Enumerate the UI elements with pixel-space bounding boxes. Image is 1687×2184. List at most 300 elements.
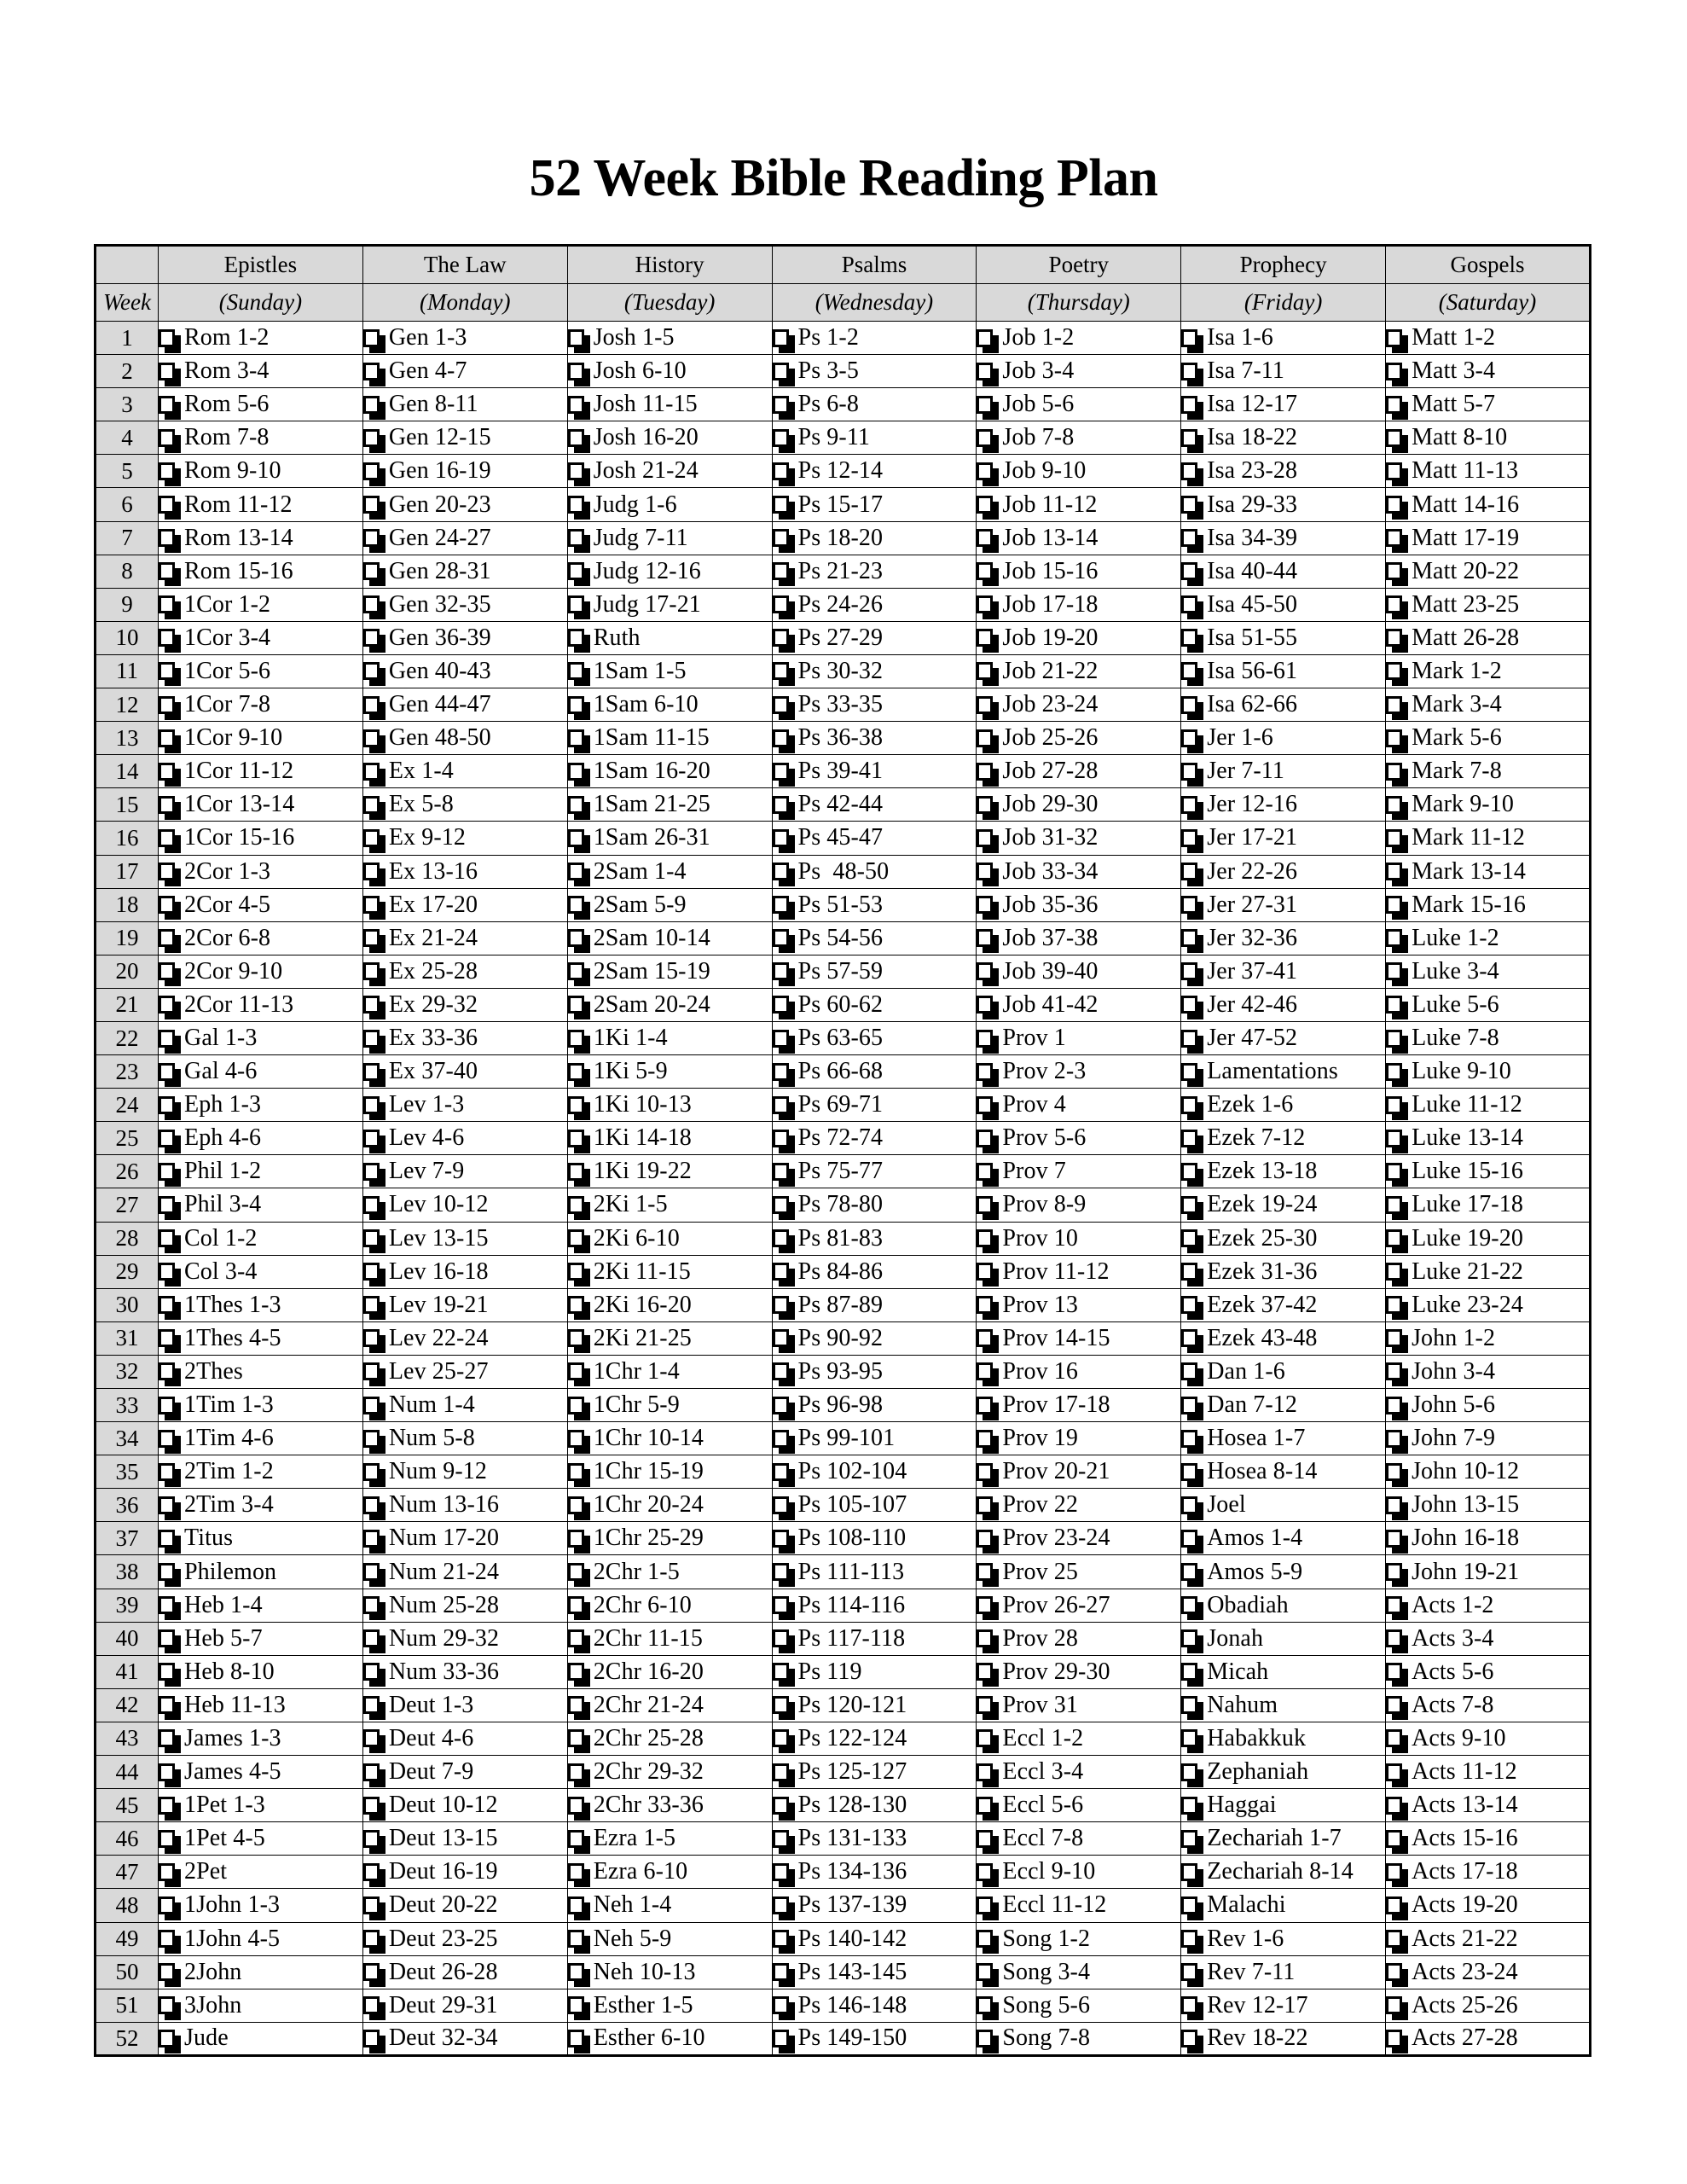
empty-checkbox-icon[interactable] xyxy=(1386,496,1402,514)
reading-cell[interactable] xyxy=(567,488,772,521)
empty-checkbox-icon[interactable] xyxy=(159,429,175,447)
empty-checkbox-icon[interactable] xyxy=(773,662,789,680)
reading-cell[interactable] xyxy=(1386,1455,1591,1489)
empty-checkbox-icon[interactable] xyxy=(159,1030,175,1048)
empty-checkbox-icon[interactable] xyxy=(1181,896,1197,914)
reading-cell[interactable] xyxy=(772,1822,977,1856)
reading-cell[interactable] xyxy=(1181,1856,1386,1889)
reading-cell[interactable] xyxy=(1181,1288,1386,1321)
reading-cell[interactable] xyxy=(772,1955,977,1989)
reading-cell[interactable] xyxy=(772,621,977,654)
reading-cell[interactable] xyxy=(159,1288,363,1321)
reading-cell[interactable] xyxy=(1386,1255,1591,1288)
empty-checkbox-icon[interactable] xyxy=(1386,1096,1402,1114)
empty-checkbox-icon[interactable] xyxy=(1181,863,1197,880)
reading-cell[interactable] xyxy=(1181,755,1386,788)
reading-cell[interactable] xyxy=(159,421,363,455)
reading-cell[interactable] xyxy=(772,1188,977,1222)
empty-checkbox-icon[interactable] xyxy=(977,462,993,480)
reading-cell[interactable] xyxy=(1181,654,1386,688)
empty-checkbox-icon[interactable] xyxy=(363,1163,380,1181)
empty-checkbox-icon[interactable] xyxy=(1181,1263,1197,1281)
reading-cell[interactable] xyxy=(977,1021,1181,1054)
reading-cell[interactable] xyxy=(1181,1922,1386,1955)
empty-checkbox-icon[interactable] xyxy=(1181,662,1197,680)
reading-cell[interactable] xyxy=(362,1355,567,1388)
empty-checkbox-icon[interactable] xyxy=(568,662,584,680)
reading-cell[interactable] xyxy=(159,921,363,955)
reading-cell[interactable] xyxy=(567,1222,772,1255)
reading-cell[interactable] xyxy=(977,1655,1181,1688)
reading-cell[interactable] xyxy=(772,1288,977,1321)
empty-checkbox-icon[interactable] xyxy=(159,1896,175,1914)
empty-checkbox-icon[interactable] xyxy=(977,1830,993,1848)
reading-cell[interactable] xyxy=(159,1422,363,1455)
empty-checkbox-icon[interactable] xyxy=(363,1797,380,1815)
reading-cell[interactable] xyxy=(1181,1222,1386,1255)
reading-cell[interactable] xyxy=(567,1355,772,1388)
reading-cell[interactable] xyxy=(362,1055,567,1089)
empty-checkbox-icon[interactable] xyxy=(977,1629,993,1647)
empty-checkbox-icon[interactable] xyxy=(1386,1629,1402,1647)
empty-checkbox-icon[interactable] xyxy=(773,1596,789,1614)
reading-cell[interactable] xyxy=(772,1655,977,1688)
empty-checkbox-icon[interactable] xyxy=(1386,363,1402,380)
empty-checkbox-icon[interactable] xyxy=(773,1763,789,1781)
reading-cell[interactable] xyxy=(772,855,977,888)
reading-cell[interactable] xyxy=(362,1722,567,1755)
reading-cell[interactable] xyxy=(362,1155,567,1188)
empty-checkbox-icon[interactable] xyxy=(363,1530,380,1548)
empty-checkbox-icon[interactable] xyxy=(568,1896,584,1914)
reading-cell[interactable] xyxy=(1181,1089,1386,1122)
empty-checkbox-icon[interactable] xyxy=(1181,595,1197,613)
empty-checkbox-icon[interactable] xyxy=(773,1563,789,1581)
empty-checkbox-icon[interactable] xyxy=(568,363,584,380)
reading-cell[interactable] xyxy=(567,1722,772,1755)
empty-checkbox-icon[interactable] xyxy=(363,1830,380,1848)
empty-checkbox-icon[interactable] xyxy=(363,829,380,847)
reading-cell[interactable] xyxy=(362,1889,567,1922)
empty-checkbox-icon[interactable] xyxy=(1181,1896,1197,1914)
reading-cell[interactable] xyxy=(362,1822,567,1856)
reading-cell[interactable] xyxy=(772,488,977,521)
reading-cell[interactable] xyxy=(1386,1021,1591,1054)
reading-cell[interactable] xyxy=(1386,388,1591,421)
empty-checkbox-icon[interactable] xyxy=(773,562,789,580)
reading-cell[interactable] xyxy=(1386,1389,1591,1422)
reading-cell[interactable] xyxy=(772,1321,977,1355)
empty-checkbox-icon[interactable] xyxy=(568,1130,584,1147)
empty-checkbox-icon[interactable] xyxy=(1181,796,1197,814)
empty-checkbox-icon[interactable] xyxy=(363,1063,380,1081)
empty-checkbox-icon[interactable] xyxy=(1386,729,1402,747)
reading-cell[interactable] xyxy=(977,654,1181,688)
reading-cell[interactable] xyxy=(977,1688,1181,1722)
reading-cell[interactable] xyxy=(772,1555,977,1589)
reading-cell[interactable] xyxy=(1181,1188,1386,1222)
reading-cell[interactable] xyxy=(1386,855,1591,888)
empty-checkbox-icon[interactable] xyxy=(1386,462,1402,480)
reading-cell[interactable] xyxy=(1386,1522,1591,1555)
empty-checkbox-icon[interactable] xyxy=(977,496,993,514)
reading-cell[interactable] xyxy=(567,855,772,888)
reading-cell[interactable] xyxy=(567,755,772,788)
empty-checkbox-icon[interactable] xyxy=(977,1096,993,1114)
empty-checkbox-icon[interactable] xyxy=(1386,2030,1402,2048)
reading-cell[interactable] xyxy=(977,1922,1181,1955)
empty-checkbox-icon[interactable] xyxy=(1181,396,1197,414)
reading-cell[interactable] xyxy=(1386,1989,1591,2022)
empty-checkbox-icon[interactable] xyxy=(363,595,380,613)
reading-cell[interactable] xyxy=(159,1589,363,1622)
empty-checkbox-icon[interactable] xyxy=(1181,1229,1197,1247)
reading-cell[interactable] xyxy=(772,1989,977,2022)
empty-checkbox-icon[interactable] xyxy=(568,1362,584,1380)
reading-cell[interactable] xyxy=(977,1555,1181,1589)
empty-checkbox-icon[interactable] xyxy=(568,595,584,613)
empty-checkbox-icon[interactable] xyxy=(773,829,789,847)
empty-checkbox-icon[interactable] xyxy=(1386,1863,1402,1881)
empty-checkbox-icon[interactable] xyxy=(773,1696,789,1714)
empty-checkbox-icon[interactable] xyxy=(1181,2030,1197,2048)
reading-cell[interactable] xyxy=(1181,1455,1386,1489)
empty-checkbox-icon[interactable] xyxy=(363,863,380,880)
empty-checkbox-icon[interactable] xyxy=(773,396,789,414)
reading-cell[interactable] xyxy=(977,455,1181,488)
reading-cell[interactable] xyxy=(977,1355,1181,1388)
empty-checkbox-icon[interactable] xyxy=(1386,1596,1402,1614)
reading-cell[interactable] xyxy=(159,322,363,355)
reading-cell[interactable] xyxy=(1386,1222,1591,1255)
empty-checkbox-icon[interactable] xyxy=(159,1397,175,1414)
empty-checkbox-icon[interactable] xyxy=(1386,863,1402,880)
reading-cell[interactable] xyxy=(772,822,977,855)
empty-checkbox-icon[interactable] xyxy=(1386,595,1402,613)
empty-checkbox-icon[interactable] xyxy=(568,829,584,847)
reading-cell[interactable] xyxy=(362,1255,567,1288)
reading-cell[interactable] xyxy=(567,988,772,1021)
empty-checkbox-icon[interactable] xyxy=(568,1163,584,1181)
empty-checkbox-icon[interactable] xyxy=(773,1729,789,1747)
empty-checkbox-icon[interactable] xyxy=(1181,496,1197,514)
reading-cell[interactable] xyxy=(362,1789,567,1822)
reading-cell[interactable] xyxy=(1181,455,1386,488)
reading-cell[interactable] xyxy=(772,1222,977,1255)
empty-checkbox-icon[interactable] xyxy=(977,996,993,1014)
empty-checkbox-icon[interactable] xyxy=(568,729,584,747)
reading-cell[interactable] xyxy=(159,1889,363,1922)
reading-cell[interactable] xyxy=(567,1688,772,1722)
reading-cell[interactable] xyxy=(159,555,363,588)
empty-checkbox-icon[interactable] xyxy=(159,1797,175,1815)
reading-cell[interactable] xyxy=(567,788,772,822)
reading-cell[interactable] xyxy=(772,1756,977,1789)
empty-checkbox-icon[interactable] xyxy=(159,662,175,680)
reading-cell[interactable] xyxy=(362,388,567,421)
empty-checkbox-icon[interactable] xyxy=(568,1763,584,1781)
empty-checkbox-icon[interactable] xyxy=(1386,1163,1402,1181)
reading-cell[interactable] xyxy=(772,2022,977,2055)
reading-cell[interactable] xyxy=(362,555,567,588)
reading-cell[interactable] xyxy=(159,1822,363,1856)
empty-checkbox-icon[interactable] xyxy=(159,1063,175,1081)
empty-checkbox-icon[interactable] xyxy=(1181,1729,1197,1747)
reading-cell[interactable] xyxy=(977,1155,1181,1188)
empty-checkbox-icon[interactable] xyxy=(363,729,380,747)
empty-checkbox-icon[interactable] xyxy=(773,363,789,380)
reading-cell[interactable] xyxy=(159,855,363,888)
empty-checkbox-icon[interactable] xyxy=(1386,1362,1402,1380)
reading-cell[interactable] xyxy=(159,654,363,688)
empty-checkbox-icon[interactable] xyxy=(159,1663,175,1681)
empty-checkbox-icon[interactable] xyxy=(1386,896,1402,914)
reading-cell[interactable] xyxy=(362,1489,567,1522)
reading-cell[interactable] xyxy=(977,1856,1181,1889)
reading-cell[interactable] xyxy=(159,755,363,788)
reading-cell[interactable] xyxy=(362,1989,567,2022)
reading-cell[interactable] xyxy=(1181,1389,1386,1422)
reading-cell[interactable] xyxy=(362,1856,567,1889)
empty-checkbox-icon[interactable] xyxy=(1181,429,1197,447)
reading-cell[interactable] xyxy=(1181,1422,1386,1455)
reading-cell[interactable] xyxy=(1386,1122,1591,1155)
reading-cell[interactable] xyxy=(159,988,363,1021)
reading-cell[interactable] xyxy=(772,1489,977,1522)
reading-cell[interactable] xyxy=(362,1622,567,1655)
empty-checkbox-icon[interactable] xyxy=(1386,629,1402,647)
empty-checkbox-icon[interactable] xyxy=(363,496,380,514)
reading-cell[interactable] xyxy=(1181,322,1386,355)
empty-checkbox-icon[interactable] xyxy=(363,1963,380,1981)
reading-cell[interactable] xyxy=(567,1455,772,1489)
reading-cell[interactable] xyxy=(567,1122,772,1155)
reading-cell[interactable] xyxy=(567,955,772,988)
reading-cell[interactable] xyxy=(1181,1355,1386,1388)
empty-checkbox-icon[interactable] xyxy=(568,1563,584,1581)
empty-checkbox-icon[interactable] xyxy=(159,729,175,747)
empty-checkbox-icon[interactable] xyxy=(568,763,584,781)
reading-cell[interactable] xyxy=(362,1455,567,1489)
reading-cell[interactable] xyxy=(1181,1955,1386,1989)
empty-checkbox-icon[interactable] xyxy=(1386,696,1402,714)
empty-checkbox-icon[interactable] xyxy=(773,1362,789,1380)
reading-cell[interactable] xyxy=(1181,388,1386,421)
reading-cell[interactable] xyxy=(159,1255,363,1288)
empty-checkbox-icon[interactable] xyxy=(363,1629,380,1647)
empty-checkbox-icon[interactable] xyxy=(773,2030,789,2048)
empty-checkbox-icon[interactable] xyxy=(977,1296,993,1314)
empty-checkbox-icon[interactable] xyxy=(159,1130,175,1147)
empty-checkbox-icon[interactable] xyxy=(363,1496,380,1514)
reading-cell[interactable] xyxy=(977,388,1181,421)
empty-checkbox-icon[interactable] xyxy=(977,696,993,714)
reading-cell[interactable] xyxy=(567,421,772,455)
empty-checkbox-icon[interactable] xyxy=(1386,996,1402,1014)
reading-cell[interactable] xyxy=(977,588,1181,621)
empty-checkbox-icon[interactable] xyxy=(977,1030,993,1048)
reading-cell[interactable] xyxy=(1181,888,1386,921)
reading-cell[interactable] xyxy=(362,2022,567,2055)
empty-checkbox-icon[interactable] xyxy=(1181,329,1197,347)
reading-cell[interactable] xyxy=(1181,788,1386,822)
reading-cell[interactable] xyxy=(1181,1155,1386,1188)
reading-cell[interactable] xyxy=(362,921,567,955)
reading-cell[interactable] xyxy=(1386,1789,1591,1822)
empty-checkbox-icon[interactable] xyxy=(159,629,175,647)
reading-cell[interactable] xyxy=(1386,488,1591,521)
reading-cell[interactable] xyxy=(567,1622,772,1655)
reading-cell[interactable] xyxy=(977,1255,1181,1288)
empty-checkbox-icon[interactable] xyxy=(159,462,175,480)
empty-checkbox-icon[interactable] xyxy=(1181,1130,1197,1147)
reading-cell[interactable] xyxy=(1386,1489,1591,1522)
empty-checkbox-icon[interactable] xyxy=(568,1096,584,1114)
empty-checkbox-icon[interactable] xyxy=(1181,1563,1197,1581)
reading-cell[interactable] xyxy=(1181,588,1386,621)
empty-checkbox-icon[interactable] xyxy=(977,829,993,847)
empty-checkbox-icon[interactable] xyxy=(977,1863,993,1881)
reading-cell[interactable] xyxy=(362,1589,567,1622)
empty-checkbox-icon[interactable] xyxy=(1386,329,1402,347)
empty-checkbox-icon[interactable] xyxy=(363,1196,380,1214)
reading-cell[interactable] xyxy=(977,1389,1181,1422)
reading-cell[interactable] xyxy=(1181,1055,1386,1089)
empty-checkbox-icon[interactable] xyxy=(1386,1496,1402,1514)
reading-cell[interactable] xyxy=(567,722,772,755)
empty-checkbox-icon[interactable] xyxy=(773,1229,789,1247)
empty-checkbox-icon[interactable] xyxy=(568,462,584,480)
empty-checkbox-icon[interactable] xyxy=(363,529,380,547)
reading-cell[interactable] xyxy=(159,1021,363,1054)
reading-cell[interactable] xyxy=(567,1188,772,1222)
reading-cell[interactable] xyxy=(567,688,772,722)
reading-cell[interactable] xyxy=(362,1756,567,1789)
reading-cell[interactable] xyxy=(1181,421,1386,455)
reading-cell[interactable] xyxy=(1386,1188,1591,1222)
empty-checkbox-icon[interactable] xyxy=(773,1130,789,1147)
reading-cell[interactable] xyxy=(1181,955,1386,988)
empty-checkbox-icon[interactable] xyxy=(568,1229,584,1247)
empty-checkbox-icon[interactable] xyxy=(1386,1797,1402,1815)
empty-checkbox-icon[interactable] xyxy=(773,529,789,547)
empty-checkbox-icon[interactable] xyxy=(159,1096,175,1114)
empty-checkbox-icon[interactable] xyxy=(568,1663,584,1681)
empty-checkbox-icon[interactable] xyxy=(1181,1930,1197,1948)
empty-checkbox-icon[interactable] xyxy=(363,1763,380,1781)
reading-cell[interactable] xyxy=(567,1155,772,1188)
empty-checkbox-icon[interactable] xyxy=(977,396,993,414)
empty-checkbox-icon[interactable] xyxy=(773,929,789,947)
empty-checkbox-icon[interactable] xyxy=(773,863,789,880)
reading-cell[interactable] xyxy=(772,455,977,488)
reading-cell[interactable] xyxy=(567,888,772,921)
empty-checkbox-icon[interactable] xyxy=(568,1930,584,1948)
reading-cell[interactable] xyxy=(1386,1155,1591,1188)
reading-cell[interactable] xyxy=(159,1922,363,1955)
reading-cell[interactable] xyxy=(1386,921,1591,955)
empty-checkbox-icon[interactable] xyxy=(1181,1063,1197,1081)
reading-cell[interactable] xyxy=(567,1021,772,1054)
reading-cell[interactable] xyxy=(159,1688,363,1722)
reading-cell[interactable] xyxy=(1386,755,1591,788)
reading-cell[interactable] xyxy=(1181,1122,1386,1155)
empty-checkbox-icon[interactable] xyxy=(1181,1030,1197,1048)
reading-cell[interactable] xyxy=(772,1255,977,1288)
reading-cell[interactable] xyxy=(567,1789,772,1822)
reading-cell[interactable] xyxy=(362,521,567,555)
reading-cell[interactable] xyxy=(159,455,363,488)
empty-checkbox-icon[interactable] xyxy=(1181,1797,1197,1815)
empty-checkbox-icon[interactable] xyxy=(363,1329,380,1347)
reading-cell[interactable] xyxy=(1181,688,1386,722)
empty-checkbox-icon[interactable] xyxy=(568,329,584,347)
reading-cell[interactable] xyxy=(159,955,363,988)
empty-checkbox-icon[interactable] xyxy=(568,896,584,914)
reading-cell[interactable] xyxy=(1181,1722,1386,1755)
empty-checkbox-icon[interactable] xyxy=(977,562,993,580)
empty-checkbox-icon[interactable] xyxy=(977,1896,993,1914)
empty-checkbox-icon[interactable] xyxy=(363,696,380,714)
empty-checkbox-icon[interactable] xyxy=(1386,396,1402,414)
empty-checkbox-icon[interactable] xyxy=(1181,1397,1197,1414)
empty-checkbox-icon[interactable] xyxy=(159,1763,175,1781)
reading-cell[interactable] xyxy=(362,822,567,855)
reading-cell[interactable] xyxy=(362,1655,567,1688)
empty-checkbox-icon[interactable] xyxy=(1181,1329,1197,1347)
empty-checkbox-icon[interactable] xyxy=(1181,629,1197,647)
empty-checkbox-icon[interactable] xyxy=(159,996,175,1014)
empty-checkbox-icon[interactable] xyxy=(363,1996,380,2014)
empty-checkbox-icon[interactable] xyxy=(159,962,175,980)
empty-checkbox-icon[interactable] xyxy=(363,1863,380,1881)
reading-cell[interactable] xyxy=(362,788,567,822)
empty-checkbox-icon[interactable] xyxy=(977,1596,993,1614)
reading-cell[interactable] xyxy=(362,355,567,388)
empty-checkbox-icon[interactable] xyxy=(977,1229,993,1247)
reading-cell[interactable] xyxy=(1181,1989,1386,2022)
empty-checkbox-icon[interactable] xyxy=(568,1629,584,1647)
reading-cell[interactable] xyxy=(772,588,977,621)
empty-checkbox-icon[interactable] xyxy=(773,595,789,613)
reading-cell[interactable] xyxy=(977,855,1181,888)
reading-cell[interactable] xyxy=(772,1055,977,1089)
empty-checkbox-icon[interactable] xyxy=(363,329,380,347)
empty-checkbox-icon[interactable] xyxy=(1386,1996,1402,2014)
empty-checkbox-icon[interactable] xyxy=(1181,1629,1197,1647)
empty-checkbox-icon[interactable] xyxy=(159,1830,175,1848)
reading-cell[interactable] xyxy=(159,1722,363,1755)
reading-cell[interactable] xyxy=(772,955,977,988)
reading-cell[interactable] xyxy=(977,921,1181,955)
empty-checkbox-icon[interactable] xyxy=(1386,763,1402,781)
reading-cell[interactable] xyxy=(159,2022,363,2055)
empty-checkbox-icon[interactable] xyxy=(363,1896,380,1914)
reading-cell[interactable] xyxy=(159,888,363,921)
reading-cell[interactable] xyxy=(567,355,772,388)
reading-cell[interactable] xyxy=(772,1856,977,1889)
reading-cell[interactable] xyxy=(567,621,772,654)
reading-cell[interactable] xyxy=(977,955,1181,988)
reading-cell[interactable] xyxy=(362,322,567,355)
reading-cell[interactable] xyxy=(362,1522,567,1555)
empty-checkbox-icon[interactable] xyxy=(568,1496,584,1514)
empty-checkbox-icon[interactable] xyxy=(1181,1963,1197,1981)
empty-checkbox-icon[interactable] xyxy=(363,1563,380,1581)
reading-cell[interactable] xyxy=(772,1589,977,1622)
reading-cell[interactable] xyxy=(772,988,977,1021)
reading-cell[interactable] xyxy=(772,1021,977,1054)
